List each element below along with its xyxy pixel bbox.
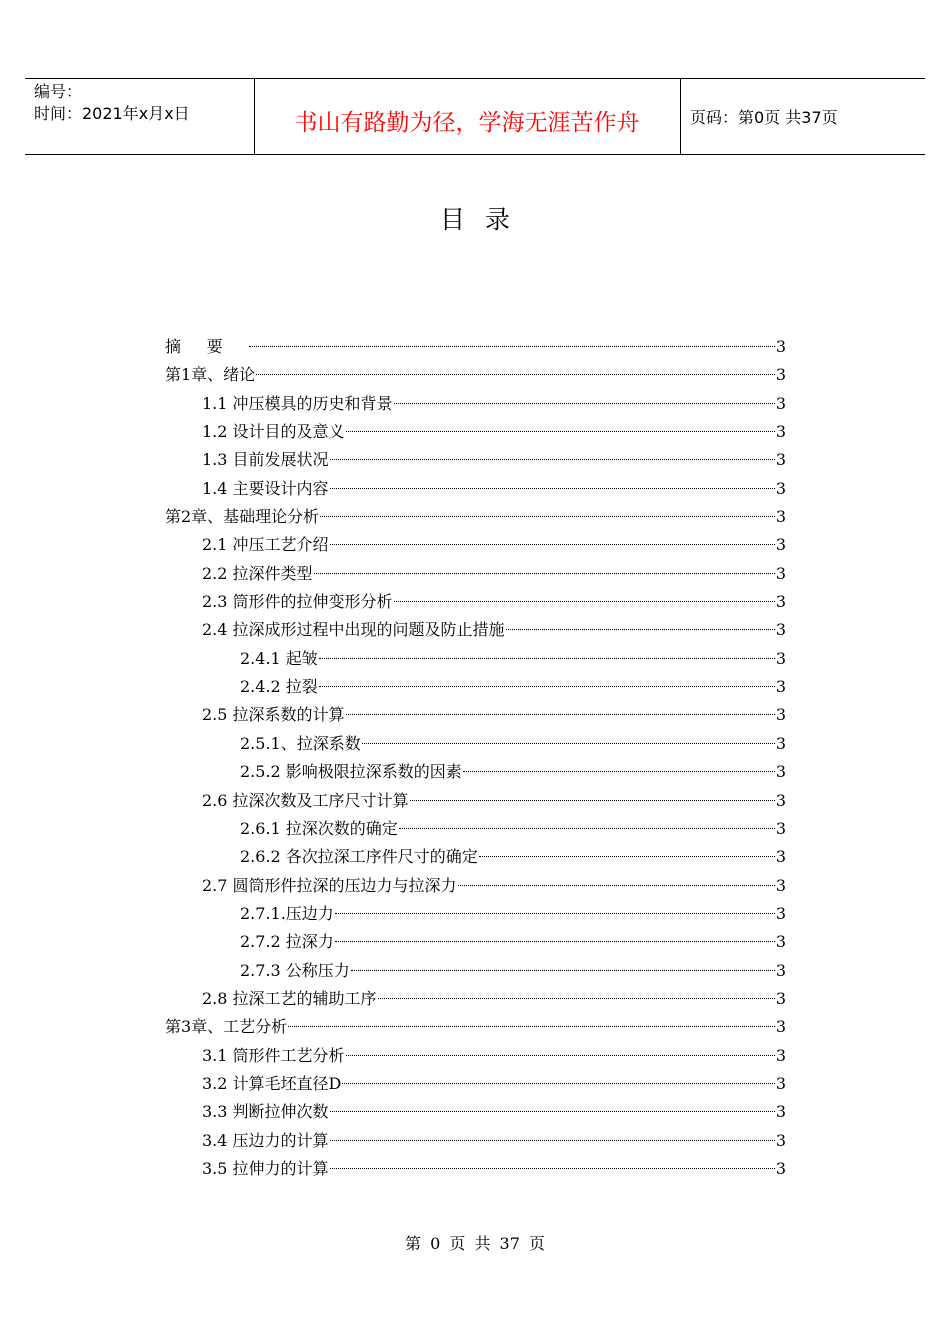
- toc-dot-leader: [346, 1055, 775, 1056]
- toc-dot-leader: [330, 544, 775, 545]
- toc-entry-label: 3.2 计算毛坯直径D: [202, 1073, 342, 1093]
- page-footer: 第 0 页 共 37 页: [405, 1234, 545, 1253]
- toc-entry-page: 3: [775, 790, 786, 810]
- toc-entry[interactable]: [165, 1127, 786, 1155]
- toc-entry-label: 2.7.3 公称压力: [240, 960, 350, 980]
- toc-entry-page: 3: [775, 1073, 786, 1093]
- toc-entry-label: 2.6 拉深次数及工序尺寸计算: [202, 790, 409, 810]
- toc-entry[interactable]: [165, 872, 786, 900]
- toc-entry-label: 1.1 冲压模具的历史和背景: [202, 393, 393, 413]
- toc-entry-page: 3: [775, 620, 786, 640]
- header-bottom-rule: [25, 154, 925, 155]
- toc-dot-leader: [394, 601, 775, 602]
- toc-entry-label: 2.2 拉深件类型: [202, 563, 313, 583]
- toc-dot-leader: [319, 686, 775, 687]
- toc-dot-leader: [346, 431, 775, 432]
- toc-entry[interactable]: [165, 900, 786, 928]
- toc-entry-page: 3: [775, 563, 786, 583]
- toc-dot-leader: [342, 1083, 774, 1084]
- toc-entry-page: 3: [775, 988, 786, 1008]
- toc-entry-page: 3: [775, 450, 786, 470]
- toc-entry-label: 3.3 判断拉伸次数: [202, 1102, 329, 1122]
- toc-dot-leader: [399, 828, 775, 829]
- toc-entry-label: 2.4.1 起皱: [240, 648, 318, 668]
- toc-dot-leader: [351, 970, 775, 971]
- toc-entry-label: 第3章、工艺分析: [165, 1017, 288, 1037]
- toc-entry[interactable]: [165, 1042, 786, 1070]
- toc-entry-label: 2.5 拉深系数的计算: [202, 705, 345, 725]
- toc-entry-label: 1.3 目前发展状况: [202, 450, 329, 470]
- toc-entry-page: 3: [775, 762, 786, 782]
- toc-entry[interactable]: [165, 758, 786, 786]
- toc-dot-leader: [319, 658, 775, 659]
- toc-entry-label: 3.5 拉伸力的计算: [202, 1158, 329, 1178]
- toc-entry-page: 3: [775, 535, 786, 555]
- toc-dot-leader: [335, 913, 775, 914]
- header-motto: 书山有路勤为径，学海无涯苦作舟: [294, 110, 640, 136]
- toc-dot-leader: [330, 1111, 775, 1112]
- toc-dot-leader: [458, 885, 775, 886]
- toc-dot-leader: [330, 1140, 775, 1141]
- header-top-rule: [25, 78, 925, 79]
- toc-entry[interactable]: [165, 673, 786, 701]
- toc-entry-label: 2.7.2 拉深力: [240, 932, 334, 952]
- toc-entry[interactable]: [165, 361, 786, 389]
- toc-entry[interactable]: [165, 1013, 786, 1041]
- toc-entry[interactable]: [165, 701, 786, 729]
- toc-dot-leader: [394, 403, 775, 404]
- toc-entry-label: 摘要: [165, 337, 249, 356]
- toc-entry[interactable]: [165, 616, 786, 644]
- toc-dot-leader: [288, 1026, 775, 1027]
- toc-dot-leader: [463, 771, 775, 772]
- toc-entry-label: 2.4 拉深成形过程中出现的问题及防止措施: [202, 620, 505, 640]
- toc-entry[interactable]: [165, 1070, 786, 1098]
- toc-entry-page: 3: [775, 1102, 786, 1122]
- toc-entry-page: 3: [775, 648, 786, 668]
- toc-entry[interactable]: [165, 1155, 786, 1183]
- toc-entry[interactable]: [165, 645, 786, 673]
- toc-entry-page: 3: [775, 1017, 786, 1037]
- toc-entry-page: 3: [775, 705, 786, 725]
- toc-entry-label: 2.8 拉深工艺的辅助工序: [202, 988, 377, 1008]
- toc-dot-leader: [346, 714, 775, 715]
- toc-entry[interactable]: [165, 531, 786, 559]
- document-number-label: 编号：: [34, 82, 83, 101]
- toc-entry[interactable]: [165, 787, 786, 815]
- toc-entry-page: 3: [775, 932, 786, 952]
- toc-entry-page: 3: [775, 960, 786, 980]
- toc-entry-page: 3: [775, 677, 786, 697]
- toc-entry[interactable]: [165, 957, 786, 985]
- toc-entry[interactable]: [165, 843, 786, 871]
- toc-entry[interactable]: [165, 503, 786, 531]
- toc-entry[interactable]: [165, 475, 786, 503]
- toc-entry-page: 3: [775, 903, 786, 923]
- toc-entry-label: 2.4.2 拉裂: [240, 677, 318, 697]
- header-divider: [680, 78, 681, 155]
- toc-dot-leader: [256, 374, 775, 375]
- toc-entry-label: 3.4 压边力的计算: [202, 1130, 329, 1150]
- toc-entry[interactable]: [165, 1098, 786, 1126]
- toc-dot-leader: [335, 941, 775, 942]
- toc-entry-page: 3: [775, 875, 786, 895]
- toc-entry[interactable]: [165, 815, 786, 843]
- toc-entry-page: 3: [775, 337, 786, 356]
- toc-entry-page: 3: [775, 1045, 786, 1065]
- toc-entry-label: 2.1 冲压工艺介绍: [202, 535, 329, 555]
- toc-entry-page: 3: [775, 478, 786, 498]
- toc-dot-leader: [410, 800, 775, 801]
- toc-dot-leader: [506, 629, 775, 630]
- toc-entry-label: 2.3 筒形件的拉伸变形分析: [202, 592, 393, 612]
- toc-entry[interactable]: [165, 730, 786, 758]
- toc-dot-leader: [314, 573, 775, 574]
- toc-entry-label: 1.2 设计目的及意义: [202, 422, 345, 442]
- toc-entry-label: 1.4 主要设计内容: [202, 478, 329, 498]
- toc-entry-page: 3: [775, 818, 786, 838]
- toc-entry-page: 3: [775, 592, 786, 612]
- toc-entry[interactable]: [165, 333, 786, 361]
- toc-entry-label: 2.5.1、拉深系数: [240, 733, 361, 753]
- toc-entry-label: 2.7.1.压边力: [240, 903, 334, 923]
- toc-dot-leader: [330, 488, 775, 489]
- toc-dot-leader: [479, 856, 775, 857]
- toc-entry-page: 3: [775, 422, 786, 442]
- toc-entry[interactable]: [165, 418, 786, 446]
- toc-entry-page: 3: [775, 847, 786, 867]
- toc-entry-label: 2.7 圆筒形件拉深的压边力与拉深力: [202, 875, 457, 895]
- toc-dot-leader: [378, 998, 775, 999]
- toc-dot-leader: [362, 743, 775, 744]
- toc-entry-page: 3: [775, 1158, 786, 1178]
- header-page-info: 页码：第0页 共37页: [690, 108, 838, 127]
- toc-entry-page: 3: [775, 507, 786, 527]
- toc-entry-label: 第1章、绪论: [165, 365, 256, 385]
- page-title: 目录: [439, 205, 530, 234]
- document-time-label: 时间：2021年x月x日: [34, 104, 190, 123]
- toc-entry[interactable]: [165, 985, 786, 1013]
- toc-entry[interactable]: [165, 390, 786, 418]
- toc-entry[interactable]: [165, 446, 786, 474]
- toc-entry-page: 3: [775, 393, 786, 413]
- toc-dot-leader: [330, 459, 775, 460]
- toc-entry-label: 2.6.1 拉深次数的确定: [240, 818, 398, 838]
- toc-entry-page: 3: [775, 733, 786, 753]
- toc-entry-page: 3: [775, 1130, 786, 1150]
- toc-entry-label: 第2章、基础理论分析: [165, 507, 320, 527]
- toc-entry[interactable]: [165, 588, 786, 616]
- toc-dot-leader: [320, 516, 775, 517]
- toc-entry-page: 3: [775, 365, 786, 385]
- toc-entry[interactable]: [165, 560, 786, 588]
- toc-entry-label: 2.6.2 各次拉深工序件尺寸的确定: [240, 847, 478, 867]
- table-of-contents: [165, 333, 786, 1183]
- toc-dot-leader: [330, 1168, 775, 1169]
- toc-entry-label: 3.1 筒形件工艺分析: [202, 1045, 345, 1065]
- toc-dot-leader: [249, 346, 775, 347]
- toc-entry[interactable]: [165, 928, 786, 956]
- toc-entry-label: 2.5.2 影响极限拉深系数的因素: [240, 762, 462, 782]
